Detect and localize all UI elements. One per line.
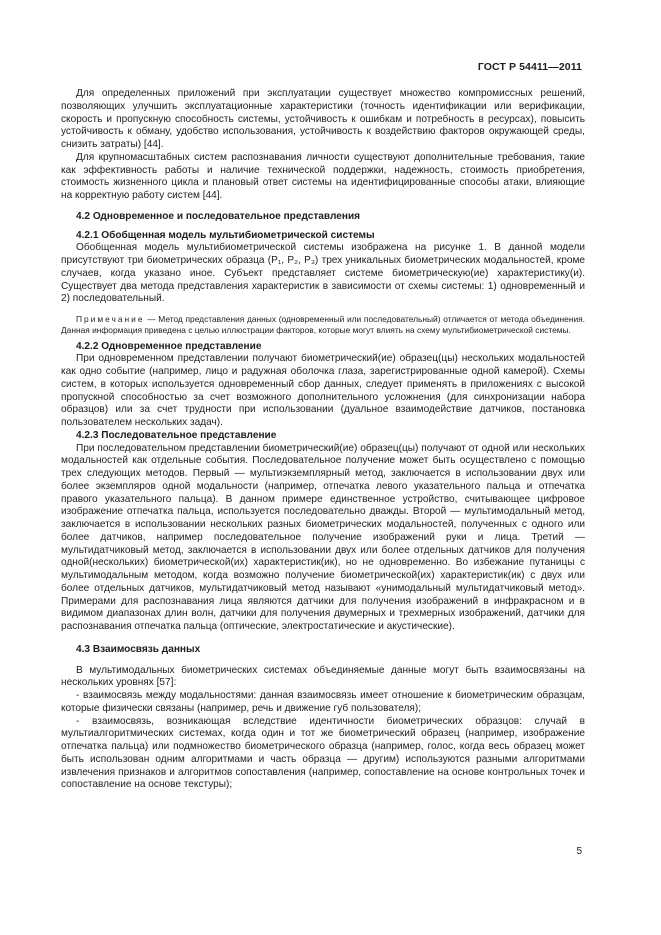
paragraph: Обобщенная модель мультибиометрической системы изображена на рисунке 1. В данной модели присутствуют три биометрических образца (P₁, P₂, P₃) трех уникальных биометрических модальностей, кроме случаев, когда указано иное. Субъект представляет системе биометрическую(ие) характеристику(и). Существует два метода представления характеристик в зависимости от схемы системы: 1) одновременный и 2) последовательный. [61,242,585,305]
paragraph: При последовательном представлении биометрический(ие) образец(цы) получают от одной или нескольких модальностей как отдельные события. Последовательное получение может быть осуществлено с помощью трех следующих методов. Первый — мультиэкземплярный метод, заключается в использовании двух или более экземпляров одной модальности (например, отпечатка левого указательного пальца и отпечатка правого указательного пальца). В данном примере единственное устройство, считывающее цифровое изображение отпечатка пальца, используется последовательно дважды. Второй — мультимодальный метод, заключается в использовании нескольких разных биометрических модальностей, полученных с одного или более датчиков, например последовательное получение изображений руки и лица. Третий — мультидатчиковый метод, заключается в использовании двух или более отдельных датчиков для получения одной(нескольких) биометрической(их) характеристик(ик), но не одновременно. Во избежание путаницы с мультимодальным методом, когда возможно получение биометрической(их) характеристик(ик) с двух или более отдельных датчиков, мультидатчиковый метод называют «унимодальный мультидатчиковый метод». Примерами для распознавания лица являются датчики для получения изображений в инфракрасном и в видимом диапазонах длин волн, датчики для получения двумерных и трехмерных изображений, датчики для распознавания отпечатка пальца (оптические, электростатические и акустические). [61,442,585,633]
note [61,314,585,336]
note-label: Примечание [76,314,145,324]
paragraph: При одновременном представлении получают биометрический(ие) образец(цы) нескольких модальностей как одно событие (например, лицо и радужная оболочка глаза, зарегистрированные одной камерой). Схемы систем, в которых используется одновременный сбор данных, следует применять в приложениях с высокой пропускной способностью за счет возможного дополнительного усложнения (для синхронизации набора образцов) или за счет трудности при использовании (дуальное взаимодействие датчиков, постановка пользователем нескольких задач). [61,353,585,429]
paragraph: Для определенных приложений при эксплуатации существует множество компромиссных решений, позволяющих улучшить эксплуатационные характеристики (точность идентификации или верификации, скорость и пропускную способность системы, устойчивость к ошибкам и потребность в ресурсах), повысить устойчивость к обману, удобство использования, устойчивость к воздействию факторов окружающей среды, снизить затраты) [44]. [61,88,585,150]
section-heading: 4.3 Взаимосвязь данных [76,643,201,655]
document-body [61,88,585,792]
subsection-heading: 4.2.2 Одновременное представление [76,340,262,352]
subsection-heading: 4.2.3 Последовательное представление [76,429,277,441]
list-item: - взаимосвязь, возникающая вследствие идентичности биометрических образцов: случай в мультиалгоритмических системах, когда один и тот же биометрический образец (например, изображение отпечатка пальца) или подмножество биометрического образца (например, голос, когда весь образец может быть использован одним алгоритмами и часть образца — другим) используются разными алгоритмами извлечения признаков и алгоритмов сопоставления (например, сопоставление на основе контрольных точек и сопоставление на основе текстуры); [61,715,585,791]
paragraph: В мультимодальных биометрических системах объединяемые данные могут быть взаимосвязаны на нескольких уровнях [57]: [61,664,585,689]
paragraph: Для крупномасштабных систем распознавания личности существуют дополнительные требования, такие как эффективность работы и наличие технической поддержки, надежность, стоимость приобретения, стоимость жизненного цикла и плановый ответ системы на идентифицированные способы атаки, влияющие на корректную работу систем [44]. [61,151,585,201]
subsection-heading: 4.2.1 Обобщенная модель мультибиометрической системы [76,229,375,241]
note-text: — Метод представления данных (одновременный или последовательный) отличается от метода объединения. Данная информация приведена с целью иллюстрации факторов, которые могут влиять на схему мультибиометрической системы. [61,314,585,335]
list-item: - взаимосвязь между модальностями: данная взаимосвязь имеет отношение к биометрическим образцам, которые физически связаны (например, речь и движение губ пользователя); [61,690,585,714]
section-heading: 4.2 Одновременное и последовательное представления [76,210,361,222]
document-header: ГОСТ Р 54411—2011 [477,61,582,73]
page-number: 5 [576,846,582,857]
